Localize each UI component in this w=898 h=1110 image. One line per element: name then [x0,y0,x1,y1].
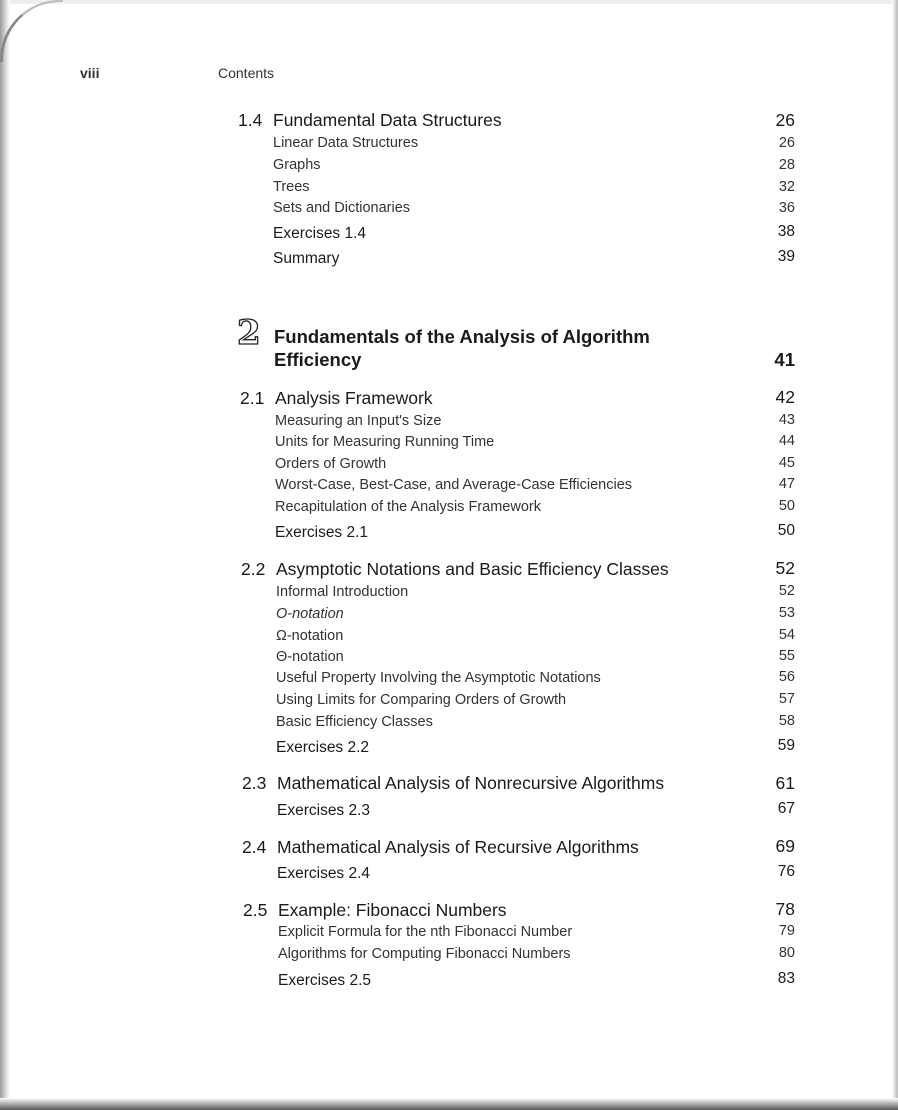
entry-page: 55 [778,648,795,664]
section-title: Analysis Framework [275,388,433,408]
exercises-label: Exercises 2.2 [276,739,370,756]
entry-page: 47 [778,476,795,492]
scan-edge-right [892,0,898,1110]
section-number: 1.4 [238,110,263,130]
section-page: 26 [775,110,795,130]
chapter-page: 41 [774,349,795,370]
entry-label: Orders of Growth [275,456,387,472]
entry-label: Θ-notation [276,649,344,665]
section-number: 2.5 [243,900,268,920]
entry-page: 32 [778,179,795,195]
entry-label: Linear Data Structures [273,135,419,151]
entry-label: Ω-notation [276,628,344,644]
entry-label: Using Limits for Comparing Orders of Growth [276,692,567,708]
entry-label: Useful Property Involving the Asymptotic Notations [276,670,601,686]
entry-page: 52 [778,583,795,599]
entry-page: 36 [778,200,795,216]
entry-page: 50 [778,498,795,514]
section-number: 2.1 [240,388,265,408]
exercises-label: Exercises 2.4 [277,865,371,882]
section-page: 61 [775,773,795,793]
exercises-label: Exercises 1.4 [273,225,367,242]
section-page: 78 [775,899,795,919]
entry-label: Algorithms for Computing Fibonacci Numbers [278,946,571,962]
entry-label: Worst-Case, Best-Case, and Average-Case Efficiencies [275,477,633,493]
exercises-label: Exercises 2.1 [275,524,369,541]
exercises-label: Exercises 2.3 [277,802,371,819]
entry-page: 58 [778,713,795,729]
entry-page: 43 [778,412,795,428]
entry-label: Units for Measuring Running Time [275,434,495,450]
section-number: 2.4 [242,837,267,857]
scan-edge-top [0,0,898,4]
entry-page: 79 [778,923,795,939]
exercises-page: 38 [777,223,795,240]
scan-edge-left [0,0,10,1110]
exercises-label: Exercises 2.5 [278,972,372,989]
entry-page: 54 [778,627,795,643]
entry-label: Sets and Dictionaries [273,200,411,216]
summary-page: 39 [777,248,795,265]
entry-page: 57 [778,691,795,707]
exercises-page: 67 [777,800,795,817]
section-title: Fundamental Data Structures [273,110,502,130]
scan-edge-bottom [0,1098,898,1110]
entry-label: Recapitulation of the Analysis Framework [275,499,541,515]
section-page: 69 [775,836,795,856]
entry-page: 45 [778,455,795,471]
exercises-page: 50 [777,522,795,539]
entry-page: 28 [778,157,795,173]
exercises-page: 83 [777,970,795,987]
entry-page: 26 [778,135,795,151]
section-title: Example: Fibonacci Numbers [278,900,507,920]
section-page: 52 [775,558,795,578]
entry-page: 53 [778,605,795,621]
entry-page: 56 [778,669,795,685]
entry-page: 80 [778,945,795,961]
entry-label: O-notation [276,606,344,622]
section-number: 2.2 [241,559,266,579]
section-title: Asymptotic Notations and Basic Efficiency Classes [276,559,669,579]
entry-label: Measuring an Input's Size [275,413,442,429]
chapter-title-line2: Efficiency [274,349,362,370]
exercises-page: 76 [777,863,795,880]
entry-label: Informal Introduction [276,584,409,600]
section-number: 2.3 [242,773,267,793]
section-page: 42 [775,387,795,407]
entry-label: Graphs [273,157,321,173]
entry-label: Trees [273,179,310,195]
entry-label: Explicit Formula for the nth Fibonacci Number [278,924,573,940]
summary-label: Summary [273,250,340,267]
section-title: Mathematical Analysis of Nonrecursive Algorithms [277,773,665,793]
entry-label: Basic Efficiency Classes [276,714,433,730]
page-number: viii [80,65,100,81]
running-title: Contents [218,65,275,81]
chapter-number: 2 [237,313,261,353]
section-title: Mathematical Analysis of Recursive Algorithms [277,837,639,857]
chapter-title-line1: Fundamentals of the Analysis of Algorithm [274,326,650,347]
entry-page: 44 [778,433,795,449]
exercises-page: 59 [777,737,795,754]
